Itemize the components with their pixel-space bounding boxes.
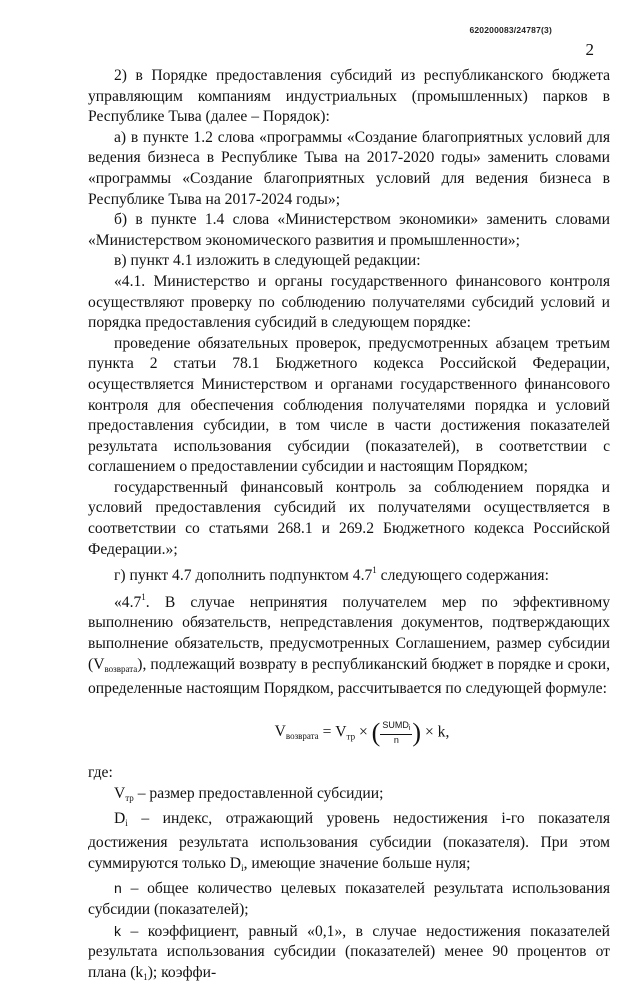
formula-fraction: $\frac{SUMD_i}{n}$ <box>382 719 411 745</box>
paragraph-item-b: б) в пункте 1.4 слова «Министерством экономики» заменить словами «Министерством экономического развития и промышленности»; <box>88 211 610 249</box>
paragraph-item-g: г) пункт 4.7 дополнить подпунктом $4.7^1$ следующего содержания: <box>114 565 549 585</box>
definition-k: k – коэффициент, равный «0,1», в случае недостижения показателей результата использования субсидии (показателей) менее 90 процентов от плана $(k_1)$; коэффи- <box>88 922 610 982</box>
document-id: 620200083/24787(3) <box>469 25 552 35</box>
paragraph-where: где: <box>88 764 113 782</box>
paragraph-item-a: а) в пункте 1.2 слова «программы «Создание благоприятных условий для ведения бизнеса в Республике Тыва на 2017-2020 годы» заменить словами «программы «Создание благоприятных условий для ведения бизнеса в Республике Тыва на 2017-2024 годы»; <box>88 128 610 208</box>
paragraph-4-7-1: «$4.7^1$. В случае непринятия получателем мер по эффективному выполнению обязательств, непредставления документов, подтверждающих выполнение обязательств, предусмотренных Соглашением, размер субсидии $(V_{возврата})$, подлежащий возврату в республиканский бюджет в порядке и сроки, определенные настоящим Порядком, рассчитывается по следующей формуле: <box>88 591 610 698</box>
formula-lhs: $V_{возврата}$ <box>274 723 319 742</box>
document-body <box>88 66 610 987</box>
paragraph-mandatory-checks: проведение обязательных проверок, предусмотренных абзацем третьим пункта 2 статьи 78.1 Бюджетного кодекса Российской Федерации, осуществляется Министерством и органами государственного финансового контроля для обеспечения соблюдения получателями порядка и условий предоставления субсидии, в том числе в части достижения показателей результата использования субсидии (показателей), в соответствии с соглашением о предоставлении субсидии и настоящим Порядком; <box>88 334 610 476</box>
paragraph-item-v: в) пункт 4.1 изложить в следующей редакции: <box>114 252 421 270</box>
paragraph-state-control: государственный финансовый контроль за соблюдением порядка и условий предоставления субсидий их получателями осуществляется в соответствии со статьями 268.1 и 269.2 Бюджетного кодекса Российской Федерации.»; <box>88 478 610 558</box>
definition-v: $V_{тр}$ – размер предоставленной субсидии; <box>114 784 384 803</box>
page-number: 2 <box>585 40 594 59</box>
refund-formula: $V_{возврата} = V_{тр}$ × ( $\frac{SUMD_i}{n}$ ) × k, <box>274 717 450 747</box>
definition-d: $D_i$ – индекс, отражающий уровень недостижения i-го показателя достижения результата использования субсидии (показателя). При этом суммируются только $D_i$, имеющие значение больше нуля; <box>88 809 610 873</box>
paragraph-4-1: «4.1. Министерство и органы государственного финансового контроля осуществляют проверку по соблюдению получателями субсидий условий и порядка предоставления субсидий в следующем порядке: <box>88 272 610 332</box>
paragraph-amendment-intro: 2) в Порядке предоставления субсидий из республиканского бюджета управляющим компаниям индустриальных (промышленных) парков в Республике Тыва (далее – Порядок): <box>88 67 610 126</box>
definition-n: n – общее количество целевых показателей результата использования субсидии (показателей); <box>88 880 610 918</box>
